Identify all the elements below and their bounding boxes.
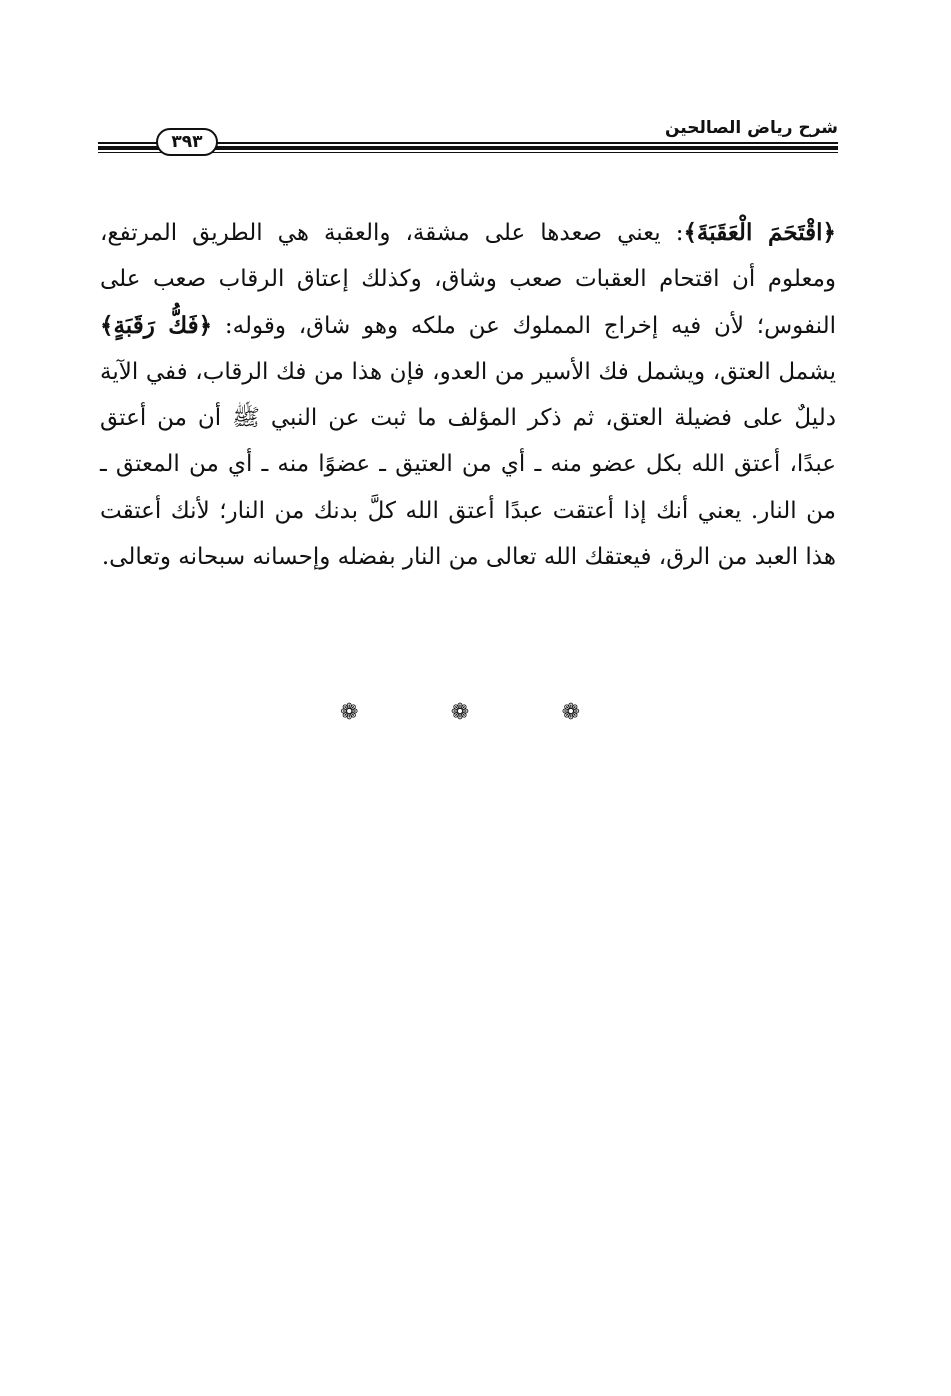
quran-quote-2: ﴿فَكُّ رَقَبَةٍ﴾ — [100, 311, 213, 339]
page-number-badge — [156, 128, 218, 156]
flower-ornament-icon: ❁ — [450, 700, 470, 725]
book-title: شرح رياض الصالحين — [664, 118, 838, 138]
flower-ornament-icon: ❁ — [340, 700, 359, 725]
body-paragraph — [100, 210, 836, 580]
page-header — [98, 114, 838, 158]
quran-quote-1: ﴿اقْتَحَمَ الْعَقَبَةَ﴾ — [683, 219, 836, 246]
commentary-text-2: يشمل العتق، ويشمل فك الأسير من العدو، فإن هذا من فك الرقاب، ففي الآية دليلٌ على فضيلة العتق، ثم ذكر المؤلف ما ثبت عن النبي ﷺ أن من أعتق عبدًا، أعتق الله بكل عضو منه ـ أي من العتيق ـ عضوًا منه ـ أي من المعتق ـ من النار. يعني أنك إذا أعتقت عبدًا أعتق الله كلَّ بدنك من النار؛ لأنك أعتقت هذا العبد من الرق، فيعتقك الله تعالى من النار بفضله وإحسانه سبحانه وتعالى. — [100, 358, 836, 571]
flower-ornament-icon: ❁ — [561, 700, 580, 725]
page-number: ٣٩٣ — [171, 132, 203, 152]
section-separator — [340, 700, 580, 725]
commentary-text-1: : يعني صعدها على مشقة، والعقبة هي الطريق المرتفع، ومعلوم أن اقتحام العقبات صعب وشاق، وكذلك إعتاق الرقاب صعب على النفوس؛ لأن فيه إخراج المملوك عن ملكه وهو شاق، وقوله: — [100, 220, 837, 339]
